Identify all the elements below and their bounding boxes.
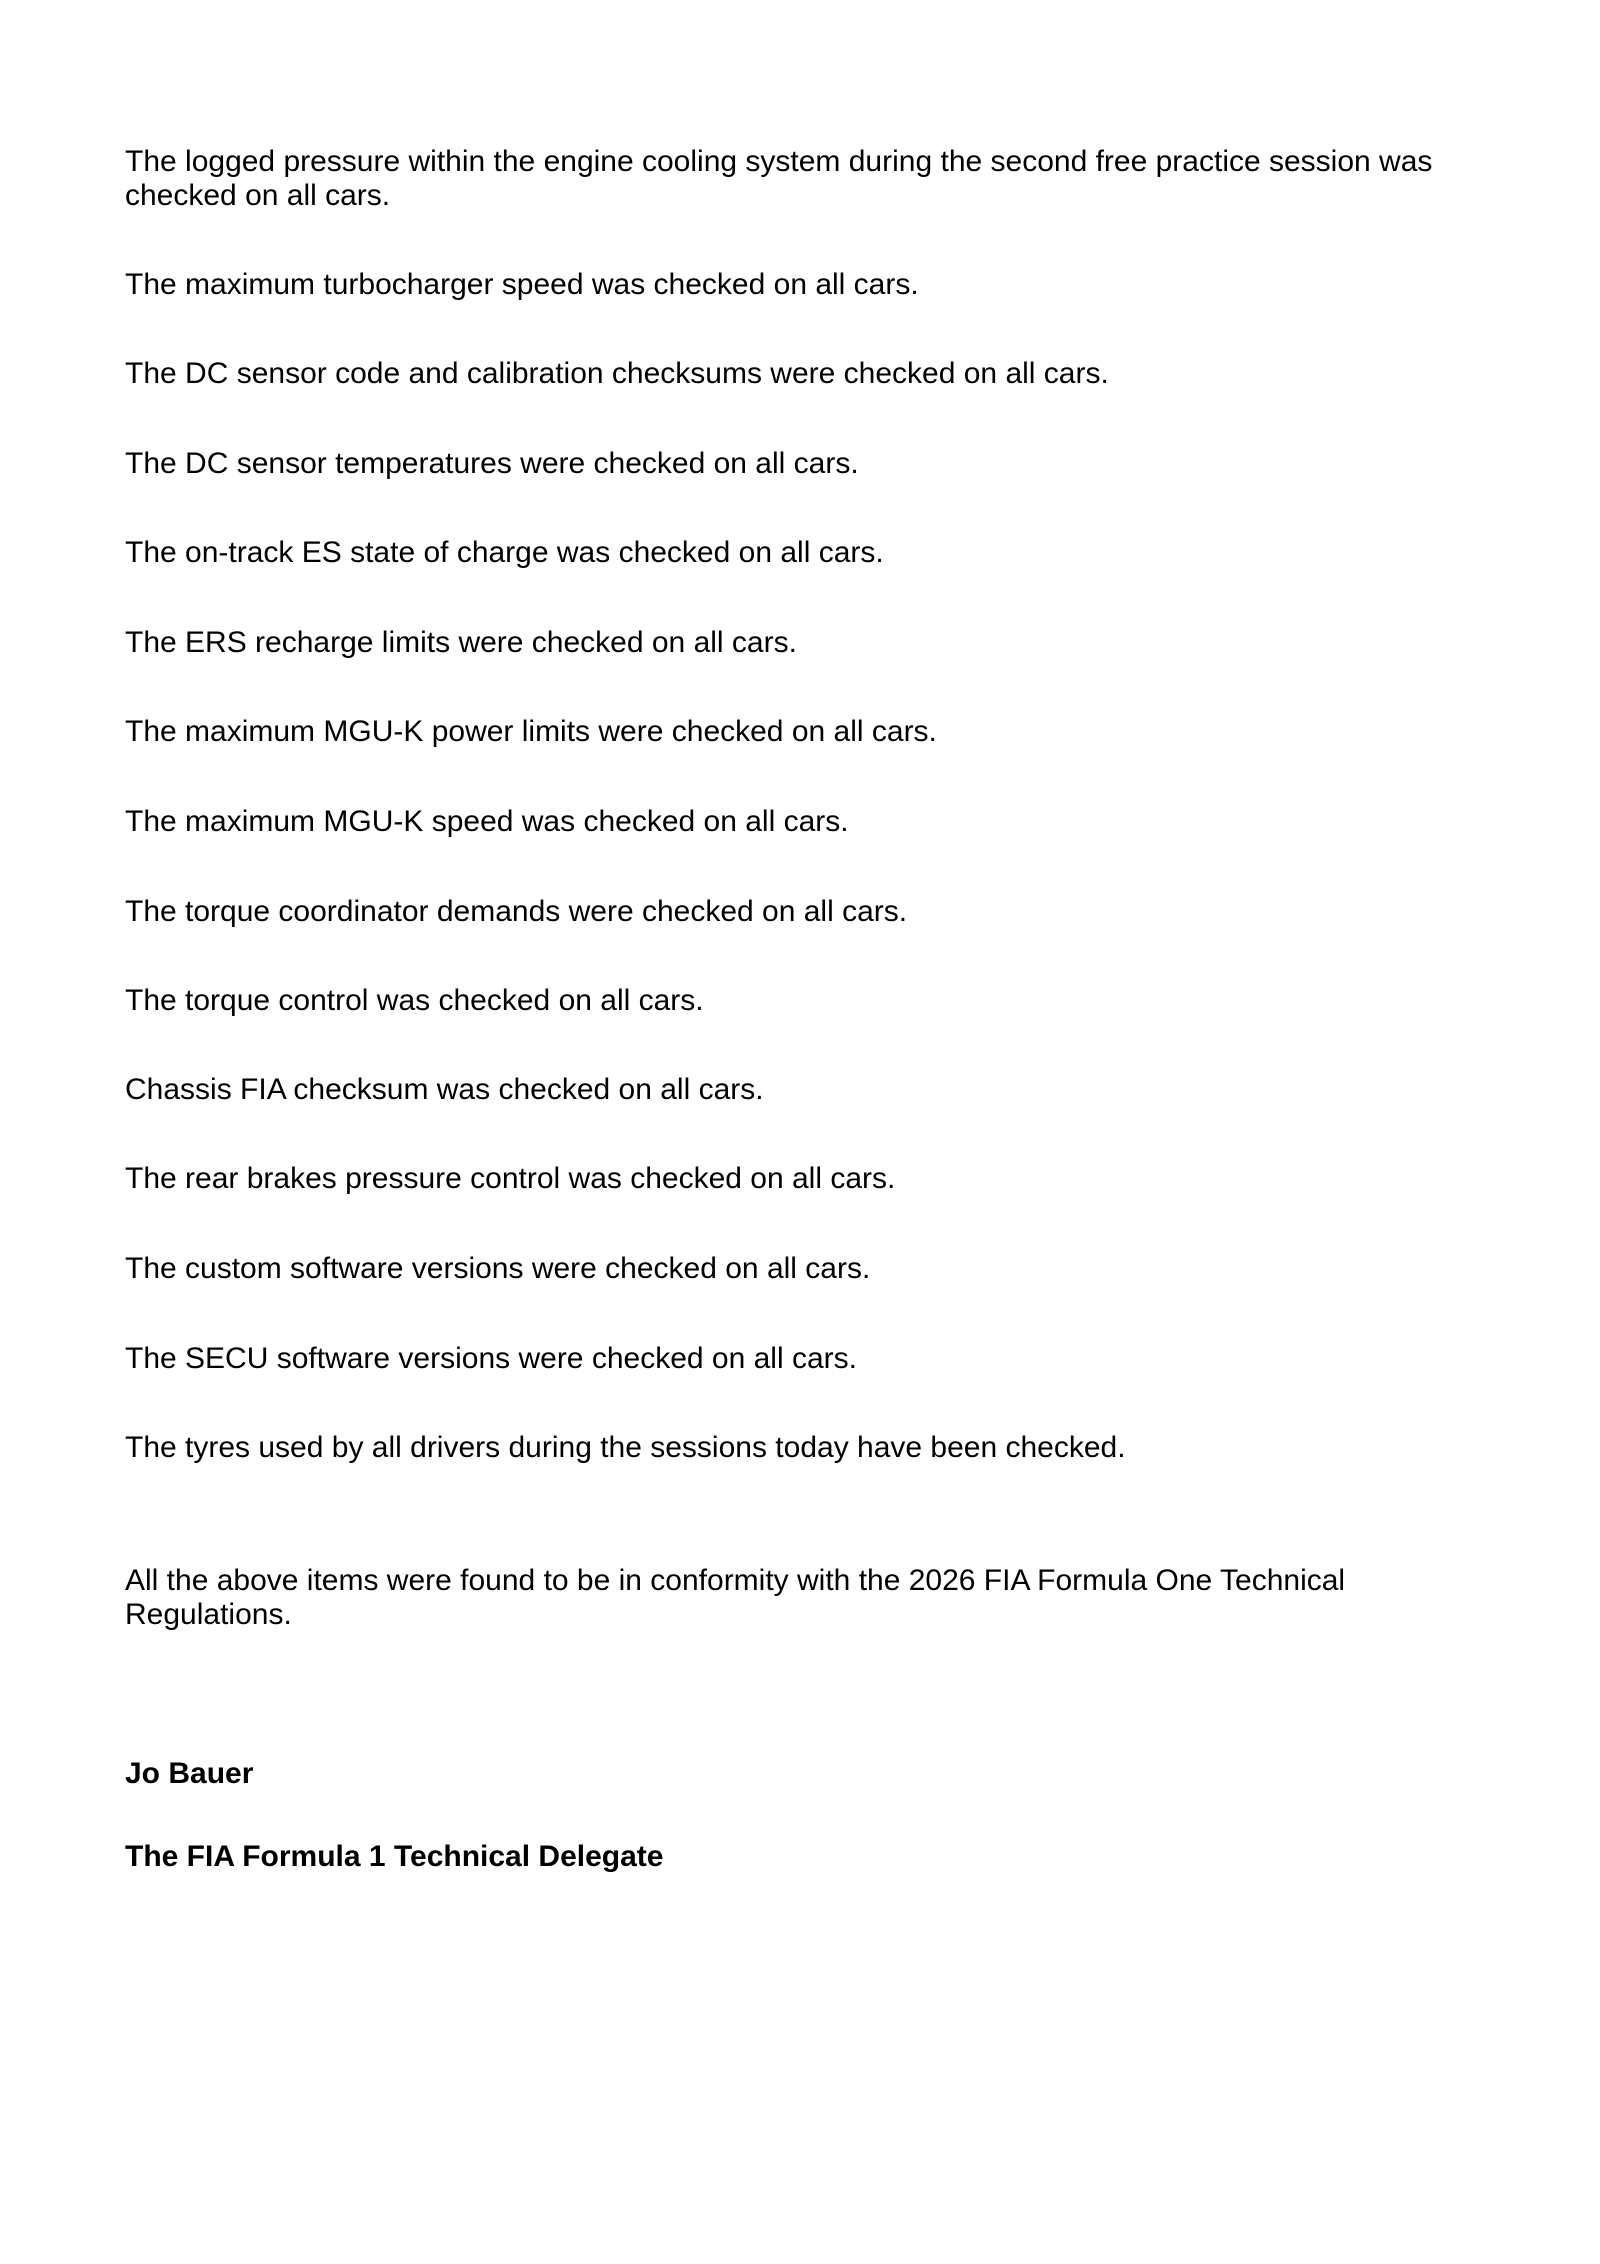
check-item-ers-recharge-limits: The ERS recharge limits were checked on all cars. [125,626,797,659]
check-item-dc-sensor-checksums: The DC sensor code and calibration checksums were checked on all cars. [125,357,1109,390]
check-item-rear-brakes-pressure: The rear brakes pressure control was checked on all cars. [125,1162,896,1195]
check-item-mguk-speed: The maximum MGU-K speed was checked on all cars. [125,805,849,838]
check-item-dc-sensor-temperatures: The DC sensor temperatures were checked on all cars. [125,447,859,480]
check-item-mguk-power-limits: The maximum MGU-K power limits were checked on all cars. [125,715,937,748]
check-item-torque-control: The torque control was checked on all cars. [125,984,704,1017]
check-item-secu-software: The SECU software versions were checked on all cars. [125,1342,857,1375]
signatory-name: Jo Bauer [125,1757,254,1790]
check-item-tyres: The tyres used by all drivers during the sessions today have been checked. [125,1431,1126,1464]
check-item-chassis-checksum: Chassis FIA checksum was checked on all cars. [125,1073,764,1106]
check-item-turbocharger-speed: The maximum turbocharger speed was checked on all cars. [125,268,919,301]
check-item-es-state-of-charge: The on-track ES state of charge was checked on all cars. [125,536,884,569]
check-item-torque-coordinator: The torque coordinator demands were checked on all cars. [125,895,908,928]
check-item-custom-software: The custom software versions were checked on all cars. [125,1252,871,1285]
check-item-engine-cooling-pressure: The logged pressure within the engine cooling system during the second free practice session was checked on all cars. [125,145,1433,212]
conclusion-statement: All the above items were found to be in conformity with the 2026 FIA Formula One Technical Regulations. [125,1564,1346,1631]
signatory-title: The FIA Formula 1 Technical Delegate [125,1840,664,1873]
